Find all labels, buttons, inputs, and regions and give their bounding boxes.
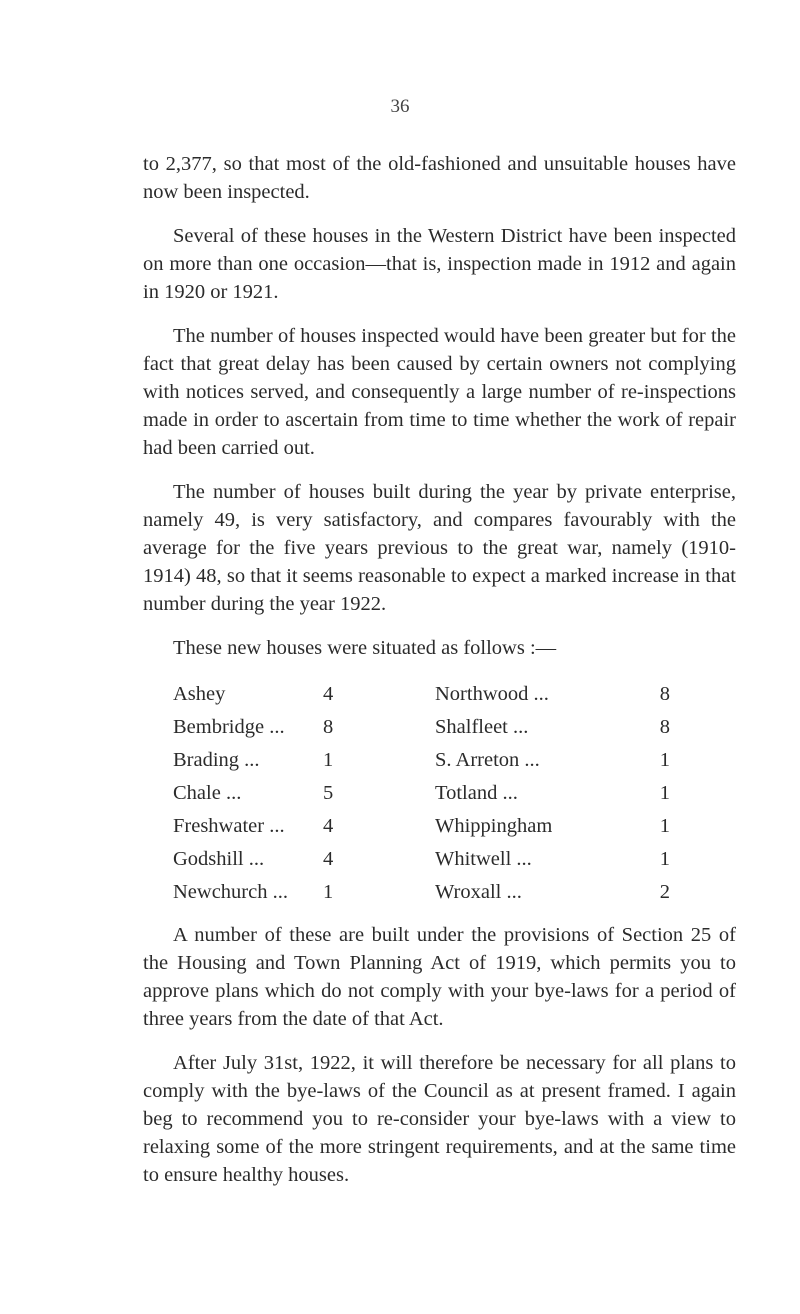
table-cell-place: Freshwater ... [173, 815, 285, 837]
paragraph-continuation: to 2,377, so that most of the old-fashioned and unsuitable houses have now been inspected. [143, 153, 736, 203]
table-cell-count: 1 [323, 881, 334, 903]
page-number: 36 [390, 96, 410, 117]
table-cell-place: Whitwell ... [435, 848, 532, 870]
table-cell-place: S. Arreton ... [435, 749, 540, 771]
table-cell-place: Whippingham [435, 815, 553, 837]
table-cell-place: Northwood ... [435, 683, 549, 705]
report-body [143, 150, 736, 1205]
table-cell-place: Shalfleet ... [435, 716, 529, 738]
table-cell-place: Wroxall ... [435, 881, 522, 903]
table-cell-place: Brading ... [173, 749, 260, 771]
table-cell-count: 2 [659, 881, 670, 903]
table-cell-count: 8 [323, 716, 334, 738]
table-cell-count: 1 [323, 749, 334, 771]
paragraph-inspection-delay: The number of houses inspected would have been greater but for the fact that great delay has been caused by certain owners not complying with notices served, and consequently a large number of re-inspections made in order to ascertain from time to time whether the work of repair had been carried out. [143, 325, 736, 459]
table-cell-place: Bembridge ... [173, 716, 285, 738]
paragraph-section-25: A number of these are built under the provisions of Section 25 of the Housing and Town Planning Act of 1919, which permits you to approve plans which do not comply with your bye-laws for a period of three years from the date of that Act. [143, 924, 736, 1030]
table-cell-count: 1 [659, 815, 670, 837]
table-cell-count: 1 [659, 782, 670, 804]
table-cell-place: Newchurch ... [173, 881, 288, 903]
paragraph-bye-laws: After July 31st, 1922, it will therefore be necessary for all plans to comply with the bye-laws of the Council as at present framed. I again beg to recommend you to re-consider your bye-laws with a view to relaxing some of the more stringent requirements, and at the same time to ensure healthy houses. [143, 1052, 736, 1186]
table-cell-count: 8 [659, 683, 670, 705]
table-intro: These new houses were situated as follows :— [173, 637, 557, 659]
table-cell-place: Godshill ... [173, 848, 265, 870]
table-cell-count: 1 [659, 848, 670, 870]
paragraph-houses-built: The number of houses built during the year by private enterprise, namely 49, is very satisfactory, and compares favourably with the average for the five years previous to the great war, namely (1910-1914) 48, so that it seems reasonable to expect a marked increase in that number during the year 1922. [143, 481, 736, 615]
table-cell-place: Chale ... [173, 782, 242, 804]
table-cell-count: 4 [323, 848, 334, 870]
table-cell-place: Ashey [173, 683, 226, 705]
houses-location-table [173, 678, 736, 909]
table-cell-count: 8 [659, 716, 670, 738]
table-cell-count: 5 [323, 782, 334, 804]
paragraph-western-district: Several of these houses in the Western District have been inspected on more than one occasion—that is, inspection made in 1912 and again in 1920 or 1921. [143, 225, 736, 303]
table-cell-place: Totland ... [435, 782, 518, 804]
table-cell-count: 4 [323, 683, 334, 705]
table-cell-count: 1 [659, 749, 670, 771]
table-cell-count: 4 [323, 815, 334, 837]
